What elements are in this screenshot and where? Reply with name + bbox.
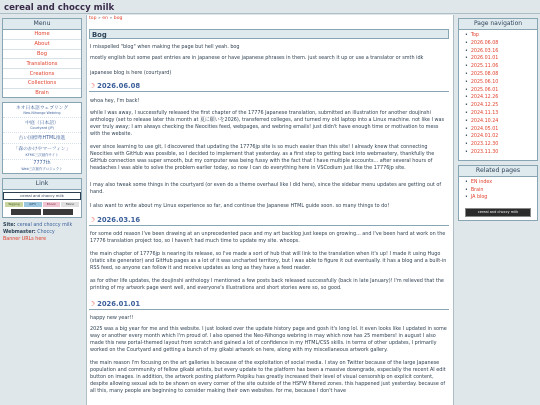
webring-link[interactable] (3, 103, 81, 118)
post-date (89, 216, 449, 226)
nav-link-date[interactable]: • 2024.05.01 (465, 126, 537, 134)
breadcrumb-separator: » (98, 16, 103, 21)
nav-link-date[interactable]: • 2025.11.06 (465, 63, 537, 71)
webmaster-label: Webmaster: (3, 230, 36, 236)
japanese-blog-link[interactable]: japanese blog is here (courtyard) (90, 70, 172, 76)
post-date (89, 82, 449, 92)
post-date-text: 2026.03.16 (97, 216, 141, 224)
right-sidebar (458, 18, 538, 225)
nav-link-date[interactable]: • 2025.06.10 (465, 79, 537, 87)
page-navigation-box (458, 18, 538, 161)
nav-link-date[interactable]: • 2025.06.01 (465, 87, 537, 95)
header-divider (0, 13, 540, 14)
page-navigation-list (459, 30, 537, 160)
post-paragraph: whoa hey, I'm back! (90, 98, 140, 104)
nav-link-date[interactable]: • 2025.08.08 (465, 71, 537, 79)
related-link-brain[interactable]: • Brain (465, 187, 537, 195)
nav-link-date[interactable]: • 2023.12.30 (465, 141, 537, 149)
webring-link[interactable] (3, 133, 81, 144)
mini-badge[interactable]: Ebook (43, 202, 61, 207)
post-paragraph: I also want to write about my Linux experience so far, and continue the Japanese HTML guide soon. so many things to do! (90, 203, 390, 209)
webring-title: 7777th (33, 161, 51, 167)
link-box (2, 178, 82, 218)
breadcrumb-top[interactable]: top (89, 16, 97, 21)
post-paragraph: as for other life updates, the doujinshi anthology I mentioned a few posts back released successfully (back in late January)! I'm relieved that the printing of my artwork page went well, and everyone's illustrations and short stories were so, so good. (90, 278, 444, 291)
webring-subtitle: KFMC三次創作サイト (25, 153, 59, 158)
menu-item-translations[interactable]: Translations (3, 59, 81, 69)
site-value: cereal and choccy milk (17, 223, 73, 229)
post-paragraph: the main chapter of 17776jp is nearing its release, so I've made a sort of hub that will link to the translation when it's up! I made it using Hugo (static site generator) and GitHub pages as a lot of it was uncharted territory, but I was able to figure it out eventually. it has a blog and a built-in RSS feed, so anyone can follow it and receive updates as long as they have a feed reader. (90, 251, 447, 271)
nav-link-top[interactable]: • Top (465, 32, 537, 40)
menu-item-bog[interactable]: Bog (3, 50, 81, 60)
nav-link-date[interactable]: • 2026.06.08 (465, 40, 537, 48)
webrings-box (2, 102, 82, 174)
nav-link-date[interactable]: • 2023.11.30 (465, 149, 537, 157)
site-banner-image[interactable]: cereal and choccy milk (465, 208, 531, 217)
webring-link[interactable] (3, 118, 81, 133)
breadcrumb (89, 16, 122, 21)
post-date-text: 2026.01.01 (97, 300, 141, 308)
menu-item-home[interactable]: Home (3, 30, 81, 40)
menu-heading: Menu (3, 19, 81, 30)
webring-link[interactable] (3, 160, 81, 173)
menu-item-collections[interactable]: Collections (3, 79, 81, 89)
post-date (89, 300, 449, 310)
nav-link-date[interactable]: • 2026.03.16 (465, 48, 537, 56)
small-badge-row (3, 209, 81, 215)
webring-subtitle: Web三次創作プロジェクト (21, 167, 63, 172)
link-heading: Link (3, 179, 81, 190)
banner-urls-link[interactable]: Banner URLs here (3, 237, 47, 243)
breadcrumb-separator: » (109, 16, 114, 21)
webring-subtitle: Courtyard (JP) (30, 126, 54, 131)
breadcrumb-bog[interactable]: bog (113, 16, 123, 21)
mini-badge-row (5, 202, 79, 207)
nav-link-date[interactable]: • 2024.10.24 (465, 118, 537, 126)
post-date-text: 2026.06.08 (97, 82, 141, 90)
post-paragraph: 2025 was a big year for me and this website. I just looked over the update history page and gosh it's long lol. it even looks like I updated in some way or another every month which I'm proud of. I also opened the Neo-Nihongo webring in may which now has 25 members! in august I also made this new portal-themed layout from scratch and gained a lot of confidence in my HTML/CSS skills. in terms of other updates, I primarily worked on the Courtyard and getting a bunch of my gikabi artwork on here, along with my miscellaneous artwork gallery. (90, 326, 447, 353)
site-title: cereal and choccy milk (4, 3, 115, 13)
menu-item-about[interactable]: About (3, 40, 81, 50)
site-banner-badge[interactable]: cereal and choccy milk (3, 192, 81, 200)
small-badge[interactable] (11, 209, 41, 215)
post-paragraph: happy new year!! (90, 315, 134, 321)
webring-subtitle: Neo-Nihongo Webring (23, 111, 61, 116)
banner-url-line (3, 236, 82, 243)
menu-item-creations[interactable]: Creations (3, 69, 81, 79)
webring-title: 「森のかけやマーフィン」 (13, 147, 71, 153)
moon-icon: ☽ (89, 300, 96, 308)
post-paragraph: while I was away, I successfully released the first chapter of the 17776 Japanese translation, submitted an illustration for another doujinshi anthology (set to release later this month at 夏に願いを2026), transferred colleges, and turned my old laptop into a Linux machine. not like I was ever truly away; I am always checking the Neocities feed, webpages, and webring emails! just didn't have enough time or motivation to mess with the website. (90, 110, 445, 137)
related-pages-box (458, 165, 538, 221)
webring-title: 古い国標準HTML推進 (18, 136, 66, 142)
webring-title: ネオ日本語ウェブリング (15, 106, 69, 112)
main-content (86, 15, 454, 405)
mini-badge[interactable]: GIFV (24, 202, 42, 207)
intro-paragraph: mostly english but some past entries are in japanese or have japanese phrases in them. just search it up or use a translator or smth idk (90, 55, 424, 61)
nav-link-date[interactable]: • 2024.12.25 (465, 102, 537, 110)
webring-link[interactable] (3, 144, 81, 160)
site-info (3, 222, 82, 243)
menu-box (2, 18, 82, 98)
related-pages-list (459, 177, 537, 205)
nav-link-date[interactable]: • 2024.01.02 (465, 133, 537, 141)
mini-badge[interactable]: Mono (61, 202, 79, 207)
related-pages-heading: Related pages (459, 166, 537, 177)
post-paragraph: I may also tweak some things in the courtyard (or even do a theme overhaul like I did here), since the sidebar menu updates are getting out of hand. (90, 182, 442, 195)
page-title: Bog (89, 29, 449, 39)
site-label: Site: (3, 223, 16, 229)
webmaster-value[interactable]: Choccy (37, 230, 55, 236)
intro-paragraph: I misspelled "blog" when making the page but hell yeah. bog (90, 44, 240, 50)
related-link-ja-blog[interactable]: • JA blog (465, 194, 537, 202)
related-link-en-index[interactable]: • EN index (465, 179, 537, 187)
nav-link-date[interactable]: • 2024.11.13 (465, 110, 537, 118)
moon-icon: ☽ (89, 216, 96, 224)
post-paragraph: ever since learning to use git, I discovered that updating the 17776jp site is so much easier than this site! I already knew that connecting Neocities with GitHub was possible, so I decided to implement that yesterday. as a first step to getting back into webmastery, thankfully the GitHub connection was super smooth, but my computer was being fussy with the fact that I have multiple accounts... after several hours of headaches I was able to solve the problem earlier today, so now I can do everything here in VSCodium just like the 17776jp site. (90, 144, 435, 171)
nav-link-date[interactable]: • 2024.12.26 (465, 94, 537, 102)
mini-badge[interactable]: Tagging (5, 202, 23, 207)
site-line (3, 222, 82, 229)
post-paragraph: for some odd reason I've been drawing at an unprecedented pace and my art backlog just keeps on growing... and I've been hard at work on the 17776 translation project too, so I haven't had much time to update my site. whoops. (90, 231, 446, 244)
moon-icon: ☽ (89, 82, 96, 90)
menu-item-brain[interactable]: Brain (35, 90, 49, 97)
nav-link-date[interactable]: • 2026.01.01 (465, 55, 537, 63)
breadcrumb-en[interactable]: en (102, 16, 109, 21)
page-navigation-heading: Page navigation (459, 19, 537, 30)
webmaster-line (3, 229, 82, 236)
small-badge[interactable] (43, 209, 73, 215)
left-sidebar (2, 18, 82, 243)
post-paragraph: the main reason I'm focusing on the art galleries is because of the exploitation of social media. I stay on Twitter because of the large Japanese population and community of fellow gikabi artists, but every update to the platform has been a massive downgrade, especially the recent AI edit button on images. in addition, the artwork posting platform Poipiku has greatly increased their level of visual censorship on explicit content, despite allowing sexual ads to be shown on every corner of the site outside of the HSFW filtered zones. this happened just yesterday. because of all this, many people are beginning to consider making their own websites. for me, because I don't have (90, 360, 446, 394)
webring-title: 中庭（日本語） (25, 121, 59, 127)
